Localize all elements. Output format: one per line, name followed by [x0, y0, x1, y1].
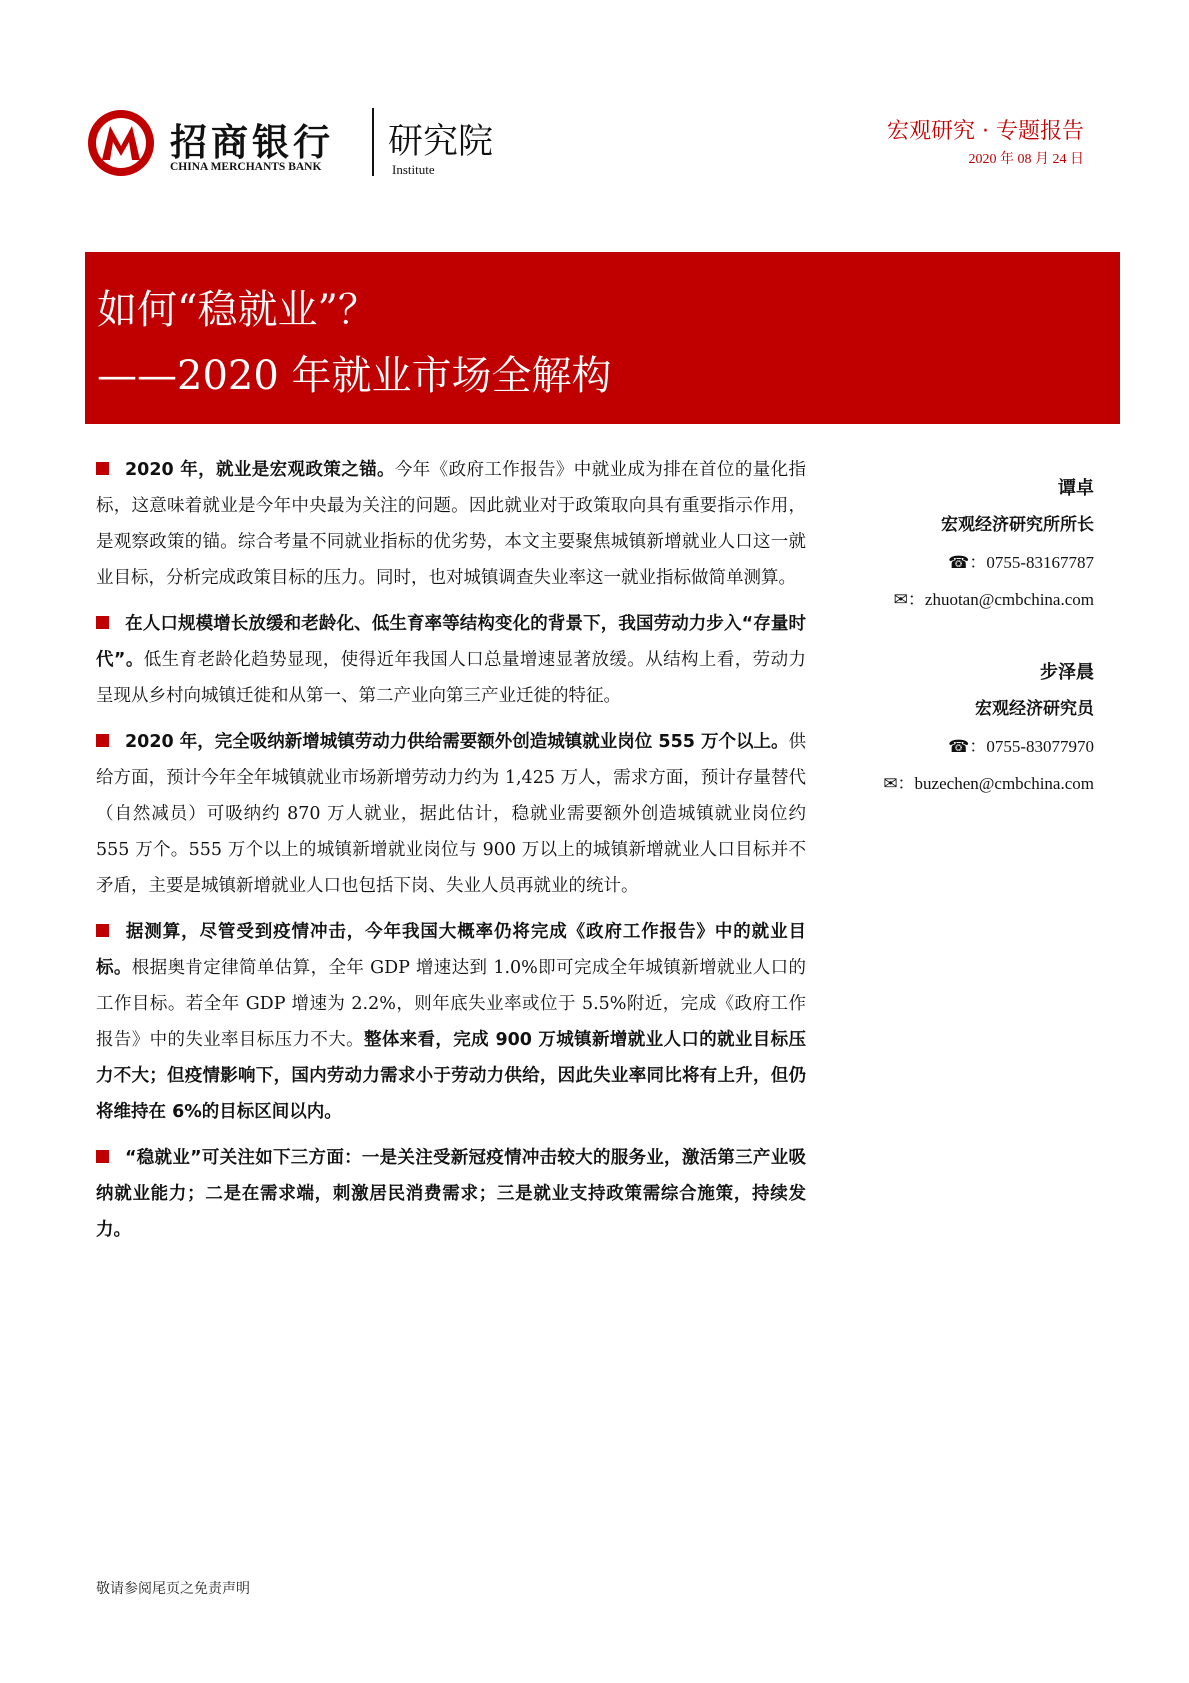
report-type: 宏观研究 · 专题报告	[887, 119, 1084, 144]
summary-paragraph	[96, 452, 806, 596]
bullet-square-icon	[96, 924, 109, 937]
paragraph-body: 低生育老龄化趋势显现，使得近年我国人口总量增速显著放缓。从结构上看，劳动力呈现从乡村向城镇迁徙和从第一、第二产业向第三产业迁徙的特征。	[96, 650, 806, 706]
paragraph-lead: 2020 年，完全吸纳新增城镇劳动力供给需要额外创造城镇就业岗位 555 万个以上。	[125, 732, 789, 752]
author-title: 宏观经济研究员	[975, 699, 1094, 719]
bullet-square-icon	[96, 734, 109, 747]
brand-name-cn: 招商银行	[170, 121, 334, 164]
paragraph-body: 供给方面，预计今年全年城镇就业市场新增劳动力约为 1,425 万人，需求方面，预计存量替代（自然减员）可吸纳约 870 万人就业，据此估计，稳就业需要额外创造城镇就业岗位约 555 万个。555 万个以上的城镇新增就业岗位与 900 万以上的城镇新增就业人口目标并不矛盾，主要是城镇新增就业人口也包括下岗、失业人员再就业的统计。	[96, 732, 807, 896]
author-phone: ☎：0755-83077970	[948, 737, 1094, 756]
paragraph-conclusion: 整体来看，完成 900 万城镇新增就业人口的就业目标压力不大；但疫情影响下，国内劳动力需求小于劳动力供给，因此失业率同比将有上升，但仍将维持在 6%的目标区间以内。	[96, 1030, 807, 1122]
paragraph-lead: “稳就业”可关注如下三方面：一是关注受新冠疫情冲击较大的服务业，激活第三产业吸纳就业能力；二是在需求端，刺激居民消费需求；三是就业支持政策需综合施策，持续发力。	[96, 1148, 806, 1240]
summary-paragraph	[96, 724, 806, 904]
cmb-logo-icon	[86, 108, 156, 178]
institute-name-en: Institute	[392, 162, 435, 177]
author-name: 谭卓	[1058, 478, 1094, 499]
title-banner	[85, 252, 1120, 424]
institute-name-cn: 研究院	[388, 122, 494, 162]
summary-content	[96, 452, 806, 1258]
report-date: 2020 年 08 月 24 日	[968, 152, 1084, 167]
bullet-square-icon	[96, 1150, 109, 1163]
author-email[interactable]: ✉：zhuotan@cmbchina.com	[893, 590, 1094, 609]
brand-name-en: CHINA MERCHANTS BANK	[170, 161, 322, 173]
bullet-square-icon	[96, 616, 109, 629]
summary-paragraph	[96, 606, 806, 714]
paragraph-body: 今年《政府工作报告》中就业成为排在首位的量化指标，这意味着就业是今年中央最为关注的问题。因此就业对于政策取向具有重要指示作用，是观察政策的锚。综合考量不同就业指标的优劣势，本文主要聚焦城镇新增就业人口这一就业目标，分析完成政策目标的压力。同时，也对城镇调查失业率这一就业指标做简单测算。	[96, 460, 806, 588]
paragraph-lead: 据测算，尽管受到疫情冲击，今年我国大概率仍将完成《政府工作报告》中的就业目标。	[96, 922, 806, 978]
author-email[interactable]: ✉：buzechen@cmbchina.com	[883, 774, 1094, 793]
author-name: 步泽晨	[1040, 662, 1094, 683]
report-subtitle: ——2020 年就业市场全解构	[97, 353, 612, 399]
report-title: 如何“稳就业”？	[97, 287, 378, 333]
paragraph-body: 根据奥肯定律简单估算，全年 GDP 增速达到 1.0%即可完成全年城镇新增就业人口的工作目标。若全年 GDP 增速为 2.2%，则年底失业率或位于 5.5%附近，完成《政府工作报告》中的失业率目标压力不大。	[96, 958, 806, 1050]
authors-panel	[774, 470, 1094, 802]
header-divider	[372, 108, 374, 176]
footer-disclaimer: 敬请参阅尾页之免责声明	[96, 1581, 250, 1597]
author-title: 宏观经济研究所所长	[941, 515, 1094, 535]
paragraph-lead: 在人口规模增长放缓和老龄化、低生育率等结构变化的背景下，我国劳动力步入“存量时代”。	[96, 614, 806, 670]
bullet-square-icon	[96, 462, 109, 475]
summary-paragraph	[96, 1140, 806, 1248]
author-phone: ☎：0755-83167787	[948, 553, 1094, 572]
paragraph-lead: 2020 年，就业是宏观政策之锚。	[125, 460, 395, 480]
summary-paragraph	[96, 914, 806, 1130]
